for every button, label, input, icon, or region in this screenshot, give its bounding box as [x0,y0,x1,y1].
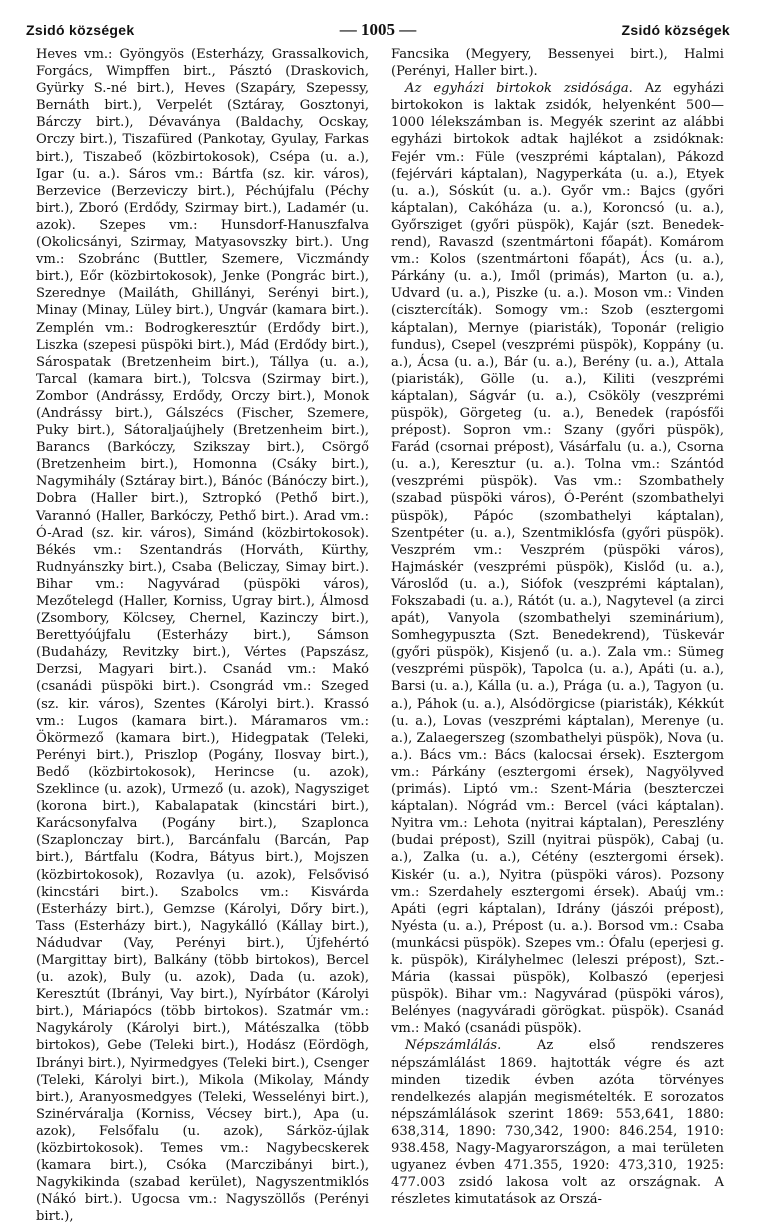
census-text: Az első rendszeres népszámlálást 1869. hajtották végre és azt minden tizedik évben azóta törvényes rendelkezés alapján megismételték. E sorozatos népszámlálások szerint 1869: 553,641, 1880: 638,314, 1890: 730,342, 1900: 846.254, 1910: 938.458, Nagy-Magyarországon, a mai területen ugyanez évben 471.355, 1920: 473,310, 1925: 477.003 zsidó lakosa volt az országnak. A részletes kimutatások az Orszá- [391,1038,724,1208]
header-left-title: Zsidó községek [26,22,135,38]
right-column [391,46,724,1208]
left-column-paragraph: Heves vm.: Gyöngyös (Esterházy, Grassalkovich, Forgács, Wimpffen birt., Pásztó (Draskovich, Gyürky S.-né birt.), Heves (Szapáry, Szepessy, Bernáth birt.), Verpelét (Sztáray, Gosztonyi, Bárczy birt.), Dévaványa (Baldachy, Ocskay, Orczy birt.), Tiszafüred (Pankotay, Gyulay, Farkas birt.), Tiszabeő (közbirtokosok), Csépa (u. a.), Igar (u. a.). Sáros vm.: Bártfa (sz. kir. város), Berzevice (Berzeviczy birt.), Péchújfalu (Péchy birt.), Zboró (Erdődy, Szirmay birt.), Ladamér (u. azok). Szepes vm.: Hunsdorf-Hanuszfalva (Okolicsányi, Szirmay, Matyasovszky birt.). Ung vm.: Szobránc (Buttler, Szemere, Viczmándy birt.), Eőr (közbirtokosok), Jenke (Pongrác birt.), Szerednye (Mailáth, Ghillányi, Serényi birt.), Minay (Minay, Lüley birt.), Ungvár (kamara birt.). Zemplén vm.: Bodrogkeresztúr (Erdődy birt.), Liszka (szepesi püspöki birt.), Mád (Erdődy birt.), Sárospatak (Bretzenheim birt.), Tállya (u. a.), Tarcal (kamara birt.), Tolcsva (Szirmay birt.), Zombor (Andrássy, Erdődy, Orczy birt.), Monok (Andrássy birt.), Gálszécs (Fischer, Szemere, Puky birt.), Sátoraljaújhely (Bretzenheim birt.), Barancs (Barkóczy, Szikszay birt.), Csörgő (Bretzenheim birt.), Homonna (Csáky birt.), Nagymihály (Sztáray birt.), Bánóc (Bánóczy birt.), Dobra (Haller birt.), Sztropkó (Pethő birt.), Varannó (Haller, Barkóczy, Pethő birt.). Arad vm.: Ó-Arad (sz. kir. város), Simánd (közbirtokosok). Békés vm.: Szentandrás (Horváth, Kürthy, Rudnyánszky birt.), Csaba (Beliczay, Simay birt.). Bihar vm.: Nagyvárad (püspöki város), Mezőtelegd (Haller, Korniss, Ugray birt.), Álmosd (Zsombory, Kölcsey, Chernel, Kazinczy birt.), Berettyóújfalu (Esterházy birt.), Sámson (Budaházy, Revitzky birt.), Vértes (Papszász, Derzsi, Magyari birt.). Csanád vm.: Makó (csanádi püspöki birt.). Csongrád vm.: Szeged (sz. kir. város), Szentes (Károlyi birt.). Krassó vm.: Lugos (kamara birt.). Máramaros vm.: Ökörmező (kamara birt.), Hidegpatak (Teleki, Perényi birt.), Priszlop (Pogány, Ilosvay birt.), Bedő (közbirtokosok), Herincse (u. azok), Szeklince (u. azok), Urmező (u. azok), Nagysziget (korona birt.), Kabalapatak (kincstári birt.), Karácsonyfalva (Pogány birt.), Szaplonca (Szaplonczay birt.), Barcánfalu (Barcán, Pap birt.), Bártfalu (Kodra, Bátyus birt.), Mojszen (közbirtokosok), Rozavlya (u. azok), Felsővisó (kincstári birt.). Szabolcs vm.: Kisvárda (Esterházy birt.), Gemzse (Károlyi, Dőry birt.), Tass (Esterházy birt.), Nagykálló (Kállay birt.), Nádudvar (Vay, Perényi birt.), Újfehértó (Margittay birt), Balkány (több birtokos), Bercel (u. azok), Buly (u. azok), Dada (u. azok), Keresztút (Ibrányi, Vay birt.), Nyírbátor (Károlyi birt.), Máriapócs (több birtokos). Szatmár vm.: Nagykároly (Károlyi birt.), Mátészalka (több birtokos), Gebe (Teleki birt.), Hodász (Eördögh, Ibrányi birt.), Nyirmedgyes (Teleki birt.), Csenger (Teleki, Károlyi birt.), Mikola (Mikolay, Mándy birt.), Aranyosmedgyes (Teleki, Wesselényi birt.), Szinérváralja (Korniss, Vécsey birt.), Apa (u. azok), Felsőfalu (u. azok), Sárköz-újlak (közbirtokosok). Temes vm.: Nagybecskerek (kamara birt.), Csóka (Marczibányi birt.), Nagykikinda (szabad kerület), Nagyszentmiklós (Nákó birt.). Ugocsa vm.: Nagyszöllős (Perényi birt.), [36,47,369,1225]
running-header [26,20,730,42]
page-number: — 1005 — [339,20,417,39]
church-estates-text: Az egyházi birtokokon is laktak zsidók, helyenként 500—1000 lélekszámban is. Megyék szerint az alábbi egyházi birtokok adtak hajlékot a zsidóknak: Fejér vm.: Füle (veszprémi káptalan), Pákozd (fejérvári káptalan), Nagyperkáta (u. a.), Etyek (u. a.), Sóskút (u. a.). Győr vm.: Bajcs (győri káptalan), Cakóháza (u. a.), Koroncsó (u. a.), Győrsziget (győri püspök), Kajár (szt. Benedek-rend), Ravaszd (szentmártoni főapát). Komárom vm.: Kolos (szentmártoni főapát), Ács (u. a.), Párkány (u. a.), Imől (primás), Marton (u. a.), Udvard (u. a.), Piszke (u. a.). Moson vm.: Vinden (cisztercíták). Somogy vm.: Szob (esztergomi káptalan), Mernye (piaristák), Toponár (religio fundus), Csepel (veszprémi püspök), Koppány (u. a.), Ácsa (u. a.), Bár (u. a.), Berény (u. a.), Attala (piaristák), Gölle (u. a.), Kiliti (veszprémi káptalan), Ságvár (u. a.), Csököly (veszprémi püspök), Görgeteg (u. a.), Benedek (rapósfői prépost). Sopron vm.: Szany (győri püspök), Farád (csornai prépost), Vásárfalu (u. a.), Csorna (u. a.), Keresztur (u. a.). Tolna vm.: Szántód (veszprémi püspök). Vas vm.: Szombathely (szabad püspöki város), Ó-Perént (szombathelyi püspök), Pápóc (szombathelyi káptalan), Szentpéter (u. a.), Szentmiklósfa (győri püspök). Veszprém vm.: Veszprém (püspöki város), Hajmáskér (veszprémi püspök), Kislőd (u. a.), Városlőd (u. a.), Siófok (veszprémi káptalan), Fokszabadi (u. a.), Rátót (u. a.), Nagytevel (a zirci apát), Vanyola (szombathelyi szeminárium), Somhegypuszta (Szt. Benedekrend), Tüskevár (győri püspök), Kisjenő (u. a.). Zala vm.: Sümeg (veszprémi püspök), Tapolca (u. a.), Apáti (u. a.), Barsi (u. a.), Kálla (u. a.), Prága (u. a.), Tagyon (u. a.), Páhok (u. a.), Alsódörgicse (piaristák), Kékkút (u. a.), Lovas (veszprémi káptalan), Merenye (u. a.), Zalaegerszeg (szombathelyi püspök), Nova (u. a.). Bács vm.: Bács (kalocsai érsek). Esztergom vm.: Párkány (esztergomi érsek), Nagyölyved (primás). Liptó vm.: Szent-Mária (beszterczei káptalan). Nógrád vm.: Bercel (váci káptalan). Nyitra vm.: Lehota (nyitrai káptalan), Pereszlény (budai prépost), Szill (nyitrai püspök), Cabaj (u. a.), Zalka (u. a.), Cétény (esztergomi érsek). Kiskér (u. a.), Nyitra (püspöki város). Pozsony vm.: Szerdahely esztergomi érsek). Abaúj vm.: Apáti (egri káptalan), Idrány (jászói prépost), Nyésta (u. a.), Prépost (u. a.). Borsod vm.: Csaba (munkácsi püspök). Szepes vm.: Ófalu (eperjesi g. k. püspök), Királyhelmec (leleszi prépost), Szt.-Mária (kassai püspök), Kolbaszó (eperjesi püspök). Bihar vm.: Nagyvárad (püspöki város), Belényes (nagyváradi görögkat. püspök). Csanád vm.: Makó (csanádi püspök). [391,81,724,1037]
census-heading: Népszámlálás. [405,1038,502,1054]
census-paragraph [391,1037,724,1208]
church-estates-heading: Az egyházi birtokok zsidósága. [405,81,633,97]
church-estates-paragraph [391,80,724,1037]
right-column-continuation: Fancsika (Megyery, Bessenyei birt.), Halmi (Perényi, Haller birt.). [391,47,724,80]
left-column [36,46,369,1225]
header-right-title: Zsidó községek [621,22,730,38]
